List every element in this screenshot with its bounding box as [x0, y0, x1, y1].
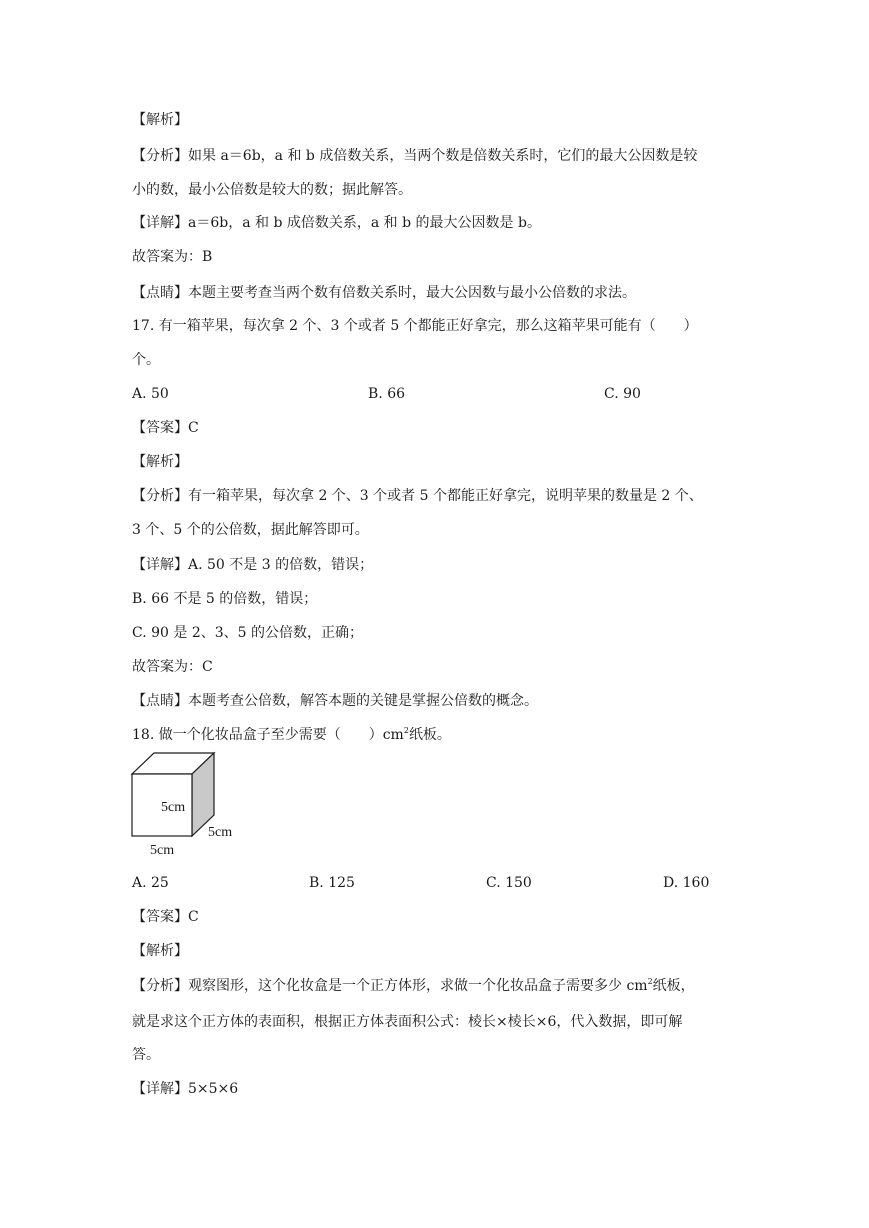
cube-label-side: 5cm	[208, 825, 233, 840]
q18-option-b: B. 125	[309, 875, 355, 891]
q18-option-d: D. 160	[663, 875, 710, 891]
q17-answer-line: 故答案为：C	[132, 659, 213, 675]
q18-jiexi-heading: 【解析】	[132, 943, 188, 959]
q17-answer: 【答案】C	[132, 420, 199, 436]
q16-fenxi-line-1: 【分析】如果 a＝6b，a 和 b 成倍数关系，当两个数是倍数关系时，它们的最大公因数是较	[132, 148, 698, 164]
q16-fenxi-line-2: 小的数，最小公倍数是较大的数；据此解答。	[132, 182, 412, 198]
q17-fenxi-line-1: 【分析】有一箱苹果，每次拿 2 个、3 个或者 5 个都能正好拿完，说明苹果的数量是 2 个、	[132, 488, 703, 504]
q17-xiangjie-line-1: 【详解】A. 50 不是 3 的倍数，错误；	[132, 557, 374, 573]
q17-xiangjie-line-2: B. 66 不是 5 的倍数，错误；	[132, 591, 318, 607]
q17-dianjing: 【点睛】本题考查公倍数，解答本题的关键是掌握公倍数的概念。	[132, 693, 538, 709]
q16-dianjing: 【点睛】本题主要考查当两个数有倍数关系时，最大公因数与最小公倍数的求法。	[132, 285, 636, 301]
q18-xiangjie: 【详解】5×5×6	[132, 1081, 239, 1097]
q18-option-c: C. 150	[486, 875, 532, 891]
q17-stem-line-2: 个。	[132, 352, 160, 368]
q16-jiexi-heading: 【解析】	[132, 112, 188, 128]
q17-jiexi-heading: 【解析】	[132, 454, 188, 470]
q18-fenxi-line-3: 答。	[132, 1047, 160, 1063]
q18-stem: 18. 做一个化妆品盒子至少需要（ ）$cm^2$纸板。	[132, 726, 451, 743]
q18-answer: 【答案】C	[132, 909, 199, 925]
cube-label-bottom: 5cm	[150, 843, 175, 858]
q18-option-a: A. 25	[132, 875, 169, 891]
q18-fenxi-line-1: 【分析】观察图形，这个化妆盒是一个正方体形，求做一个化妆品盒子需要多少 $cm^2$纸板，	[132, 977, 695, 994]
q17-stem-line-1: 17. 有一箱苹果，每次拿 2 个、3 个或者 5 个都能正好拿完，那么这箱苹果可能有（ ）	[132, 318, 698, 334]
cube-figure	[128, 750, 240, 860]
q16-xiangjie: 【详解】a＝6b，a 和 b 成倍数关系，a 和 b 的最大公因数是 b。	[132, 215, 541, 231]
q17-option-b: B. 66	[368, 386, 406, 402]
q17-option-a: A. 50	[132, 386, 169, 402]
cube-label-front: 5cm	[161, 800, 186, 815]
q17-option-c: C. 90	[604, 386, 641, 402]
q17-xiangjie-line-3: C. 90 是 2、3、5 的公倍数，正确；	[132, 625, 363, 641]
q18-fenxi-line-2: 就是求这个正方体的表面积，根据正方体表面积公式：棱长×棱长×6，代入数据，即可解	[132, 1014, 683, 1030]
q16-answer-line: 故答案为：B	[132, 249, 213, 265]
q17-fenxi-line-2: 3 个、5 个的公倍数，据此解答即可。	[132, 522, 369, 538]
